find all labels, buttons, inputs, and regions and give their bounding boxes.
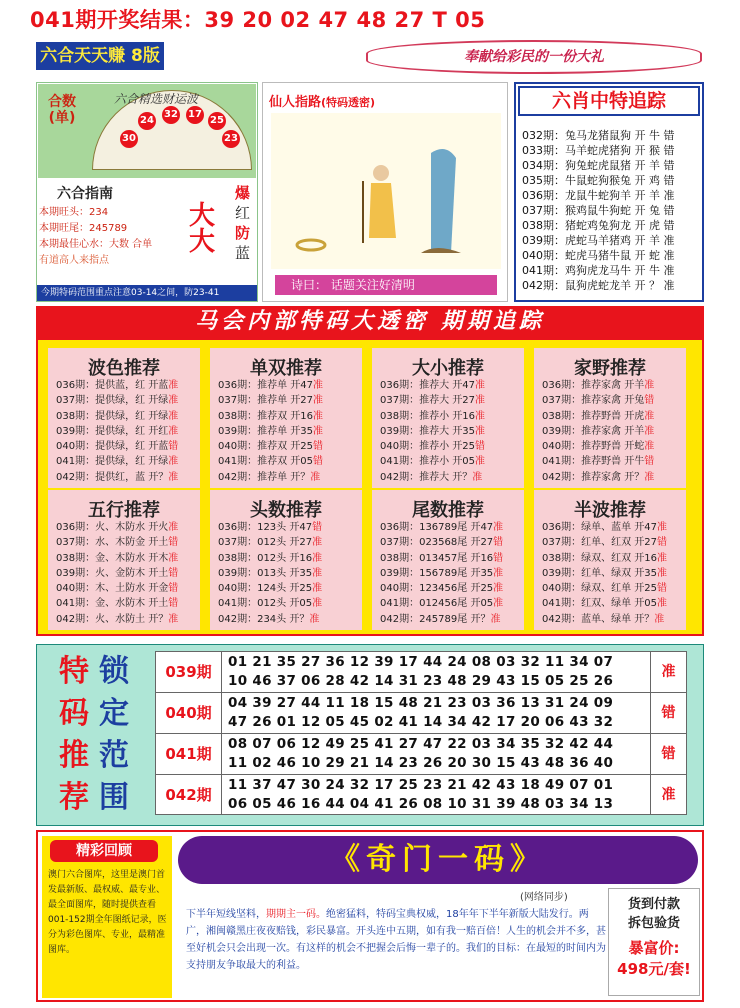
card-line-text: 040期：123456尾 开25 [380,583,494,595]
card-line-text: 039期：红单、绿双 开35 [542,567,657,579]
mid-panel [262,82,508,302]
six-zodiac-title: 六肖中特追踪 [518,86,700,116]
mid-title-small: (特码透密) [321,96,376,109]
row-period: 039期 [156,652,222,692]
card-title: 家野推荐 [574,358,646,379]
card-line-text: 036期：推荐单 开47 [218,380,313,391]
row-line: 04 39 27 44 11 18 15 48 21 23 03 36 13 31 24 09 [228,695,614,711]
card-line-text: 042期：蓝单、绿单 开？ [542,613,655,625]
card-line [372,612,524,627]
top-banner [0,0,740,34]
card-line-result: 准 [644,471,655,483]
recommend-card [48,490,200,630]
card-line [48,566,200,581]
card-title: 大小推荐 [412,358,484,379]
row-numbers [228,735,648,773]
big-char: 大 [189,227,216,257]
table-row [155,733,687,774]
row-numbers [228,653,648,691]
card-line [372,551,524,566]
card-line-text: 038期：推荐野兽 开虎 [542,410,645,422]
card-line [534,581,686,596]
card-line [210,454,362,469]
vert-char: 围 [99,780,129,815]
card-line-text: 042期：推荐家禽 开？ [542,471,645,483]
card-line [534,470,686,485]
list-item: 042期：鼠狗虎蛇龙羊 开 ？ 准 [522,279,675,292]
card-line-result: 准 [313,395,323,407]
table-row [155,774,687,815]
list-item: 041期：鸡狗虎龙马牛 开 牛 准 [522,264,675,277]
card-line-result: 错 [657,583,667,595]
card-line-text: 038期：绿双、红双 开16 [542,552,657,564]
card-line-result: 准 [644,441,655,453]
card-line-result: 错 [644,395,655,407]
card-line-result: 准 [475,410,485,422]
card-line-result: 准 [168,613,179,625]
row-period: 040期 [156,693,222,733]
card-line-text: 040期：木、土防水 开金 [56,583,169,595]
card-line [372,454,524,469]
card-line [48,439,200,454]
card-line-result: 准 [493,583,504,595]
card-line [534,393,686,408]
card-line [372,596,524,611]
card-line [372,378,524,393]
card-line-result: 准 [309,613,320,625]
big-char: 大 [189,201,216,231]
card-line [534,566,686,581]
card-line [48,581,200,596]
card-line-text: 042期：推荐单 开？ [218,471,311,483]
card-line-result: 错 [168,598,179,610]
card-line-text: 036期：绿单、蓝单 开47 [542,522,657,533]
side-word: 红 [235,204,251,222]
card-line-text: 038期：013457尾 开16 [380,552,494,564]
card-line [210,470,362,485]
recommend-card [48,348,200,488]
row-result: 错 [650,693,686,733]
row-line: 47 26 01 12 05 45 02 41 14 34 42 17 20 06 43 32 [228,714,614,730]
card-line-text: 038期：推荐小 开16 [380,410,475,422]
recommend-card [210,490,362,630]
card-line [210,596,362,611]
row-line: 11 02 46 10 29 21 14 23 26 20 30 15 43 48 36 40 [228,755,614,771]
card-line [210,581,362,596]
card-line-text: 039期：推荐单 开35 [218,425,313,437]
card-line [210,378,362,393]
card-line-result: 准 [312,567,323,579]
recommend-card [534,490,686,630]
row-period: 042期 [156,775,222,815]
row-period: 041期 [156,734,222,774]
card-line-result: 准 [493,522,504,533]
card-line-text: 041期：推荐野兽 开牛 [542,456,645,468]
guide-lines [39,205,152,269]
card-line-text: 036期：123头 开47 [218,522,313,533]
card-line-result: 准 [312,537,323,549]
card-line-text: 036期：推荐大 开47 [380,380,475,391]
card-line-text: 039期：火、金防木 开土 [56,567,169,579]
motto: 奉献给彩民的一份大礼 [366,40,702,74]
card-line-text: 040期：推荐双 开25 [218,441,313,453]
fan-title: 六合精选财运波 [114,92,199,106]
card-line [534,424,686,439]
card-line [210,520,362,535]
card-line-text: 037期：023568尾 开27 [380,537,494,549]
card-line-text: 040期：124头 开25 [218,583,313,595]
card-line-result: 准 [657,552,667,564]
card-line-result: 错 [657,537,667,549]
list-item: 038期：猪蛇鸡兔狗龙 开 虎 错 [522,219,675,232]
card-line [534,409,686,424]
pay-cod: 货到付款 [627,897,680,912]
guide-title: 六合指南 [57,186,113,202]
card-line [372,409,524,424]
range-note: 今期特码范围重点注意03-14之间，防23-41 [37,285,257,301]
list-item: 036期：龙鼠牛蛇狗羊 开 羊 准 [522,189,675,202]
card-line [48,409,200,424]
card-line-text: 041期：推荐小 开05 [380,456,475,468]
card-line-result: 准 [644,425,655,437]
red-banner: 马会内部特码大透密 期期追踪 [36,306,704,338]
vert-char: 定 [99,696,129,731]
card-line-result: 准 [475,395,485,407]
card-line-text: 038期：金、木防水 开木 [56,552,169,564]
guide-sub-line: 有道高人来指点 [39,255,109,266]
card-line [372,424,524,439]
list-item: 033期：马羊蛇虎猪狗 开 猴 错 [522,144,675,157]
card-line [48,551,200,566]
row-result: 错 [650,734,686,774]
card-line-result: 准 [168,552,179,564]
card-line-result: 准 [475,456,485,468]
card-line-result: 准 [657,522,667,533]
card-line-result: 准 [657,598,667,610]
card-line-text: 037期：012头 开27 [218,537,313,549]
card-line [534,454,686,469]
card-line [210,551,362,566]
review-box [42,836,172,998]
card-line [48,535,200,550]
card-line-result: 准 [310,471,321,483]
promo-c: 绝密猛料，特码宝典权威，18年年下半年新版大陆发行。两广，湘闽赣黑庄夜夜赔钱，彩民暴富。开头连中五期，如有我一赔百倍！人生的机会并不多，甚至好机会只会出现一次。有这样的机会不把握会后悔一辈子的。我们的目标：在最短的时间内为支持朋友争取最大的利益。 [186,909,606,971]
card-line-result: 准 [168,471,179,483]
side-word: 蓝 [235,244,251,262]
card-title: 头数推荐 [250,500,322,521]
card-line [534,378,686,393]
card-line-text: 038期：推荐双 开16 [218,410,313,422]
card-line-text: 040期：推荐小 开25 [380,441,475,453]
price-value: 498元/套! [617,960,691,978]
card-line-text: 042期：火、水防土 开？ [56,613,169,625]
sage-figure-icon [271,113,501,269]
card-line-result: 错 [644,456,655,468]
card-line-result: 准 [475,425,485,437]
card-line-result: 错 [168,441,179,453]
card-line-text: 037期：水、木防金 开土 [56,537,169,549]
card-line-text: 042期：推荐大 开？ [380,471,473,483]
card-line [48,470,200,485]
recommend-card [210,348,362,488]
card-line [372,470,524,485]
list-item: 039期：虎蛇马羊猪鸡 开 羊 准 [522,234,675,247]
fan-ball: 17 [186,106,204,124]
card-line-text: 041期：提供绿，红 开绿 [56,456,169,468]
card-title: 波色推荐 [88,358,160,379]
card-line [210,393,362,408]
card-line-text: 040期：推荐野兽 开蛇 [542,441,645,453]
card-line-text: 039期：156789尾 开35 [380,567,494,579]
card-line-text: 042期：提供红，蓝 开？ [56,471,169,483]
card-line [48,454,200,469]
card-line [534,535,686,550]
card-line-result: 准 [168,395,179,407]
card-line-result: 准 [313,425,323,437]
card-line-text: 037期：推荐家禽 开兔 [542,395,645,407]
left-panel [36,82,258,302]
card-line-result: 准 [312,583,323,595]
card-line-result: 准 [168,425,179,437]
fan-area [38,84,256,178]
card-line-result: 准 [475,380,485,391]
promo-a: 下半年短线坚料， [186,909,266,920]
card-title: 单双推荐 [250,358,322,379]
price-label: 暴富价: [628,939,680,957]
side-word: 爆 [235,184,251,202]
card-line-result: 准 [312,552,323,564]
card-line-result: 准 [168,522,179,533]
row-result: 准 [650,775,686,815]
card-line-text: 038期：012头 开16 [218,552,313,564]
table-row [155,692,687,733]
card-line-result: 准 [657,567,667,579]
version-label: 六合天天赚 8版 [36,42,164,70]
vert-char: 特 [59,654,89,689]
card-line-result: 错 [475,441,485,453]
list-item: 037期：猴鸡鼠牛狗蛇 开 兔 错 [522,204,675,217]
card-line [534,596,686,611]
card-line-result: 错 [493,537,504,549]
net-sync: (网络同步) [520,892,568,903]
lock-left-chars [59,651,89,819]
card-line [210,566,362,581]
card-line-result: 错 [168,537,179,549]
guide-line: 本期旺头：234 [39,207,109,218]
card-line-text: 039期：013头 开35 [218,567,313,579]
card-line-result: 准 [168,410,179,422]
card-line-text: 041期：012456尾 开05 [380,598,494,610]
promo-text [186,906,606,974]
version-bar [36,38,704,72]
card-line [48,378,200,393]
fan-ball: 23 [222,130,240,148]
card-line-text: 039期：推荐家禽 开羊 [542,425,645,437]
vert-char: 荐 [59,780,89,815]
card-line-text: 041期：红双、绿单 开05 [542,598,657,610]
card-line-text: 037期：红单、红双 开27 [542,537,657,549]
card-line [210,535,362,550]
list-item: 035期：牛鼠蛇狗猴兔 开 鸡 错 [522,174,675,187]
card-line-result: 准 [493,567,504,579]
card-line [210,409,362,424]
card-title: 半波推荐 [574,500,646,521]
card-line-text: 036期：提供蓝，红 开蓝 [56,380,169,391]
card-line-text: 039期：推荐大 开35 [380,425,475,437]
card-line [210,439,362,454]
list-item: 034期：狗兔蛇虎鼠猪 开 羊 错 [522,159,675,172]
row-line: 10 46 37 06 28 42 14 31 23 48 29 43 15 05 25 26 [228,673,614,689]
card-line-text: 041期：金、水防木 开土 [56,598,169,610]
guide-line: 本期最佳心水：大数 合单 [39,239,153,250]
card-line-result: 准 [168,380,179,391]
card-line [48,520,200,535]
row-result: 准 [650,652,686,692]
card-line [372,439,524,454]
card-line [48,424,200,439]
card-line-text: 037期：提供绿，红 开绿 [56,395,169,407]
row-line: 01 21 35 27 36 12 39 17 44 24 08 03 32 11 34 07 [228,654,614,670]
card-line-result: 错 [312,522,323,533]
bottom-panel [36,830,704,1002]
card-line-result: 错 [313,456,323,468]
card-line [534,551,686,566]
vert-char: 锁 [99,654,129,689]
fan-ball: 30 [120,130,138,148]
promo-b: 期期主一码。 [266,909,326,920]
card-line [372,520,524,535]
card-line-result: 准 [490,613,501,625]
qimen-banner: 《奇门一码》 [178,836,698,884]
review-text: 澳门六合图库，这里是澳门首发最新版、最权威、最专业、最全面图库，随时提供查看001-152期全年图纸记录，医分为彩色图库、专业，最精准图库。 [48,870,167,955]
table-row [155,651,687,692]
sage-illustration [271,113,501,269]
card-line-result: 准 [313,380,323,391]
row-line: 08 07 06 12 49 25 41 27 47 22 03 34 35 32 42 44 [228,736,614,752]
row-line: 06 05 46 16 44 04 41 26 08 10 31 39 48 03 34 13 [228,796,614,812]
row-numbers [228,694,648,732]
card-line [372,581,524,596]
card-line-result: 准 [313,410,323,422]
card-line-text: 041期：推荐双 开05 [218,456,313,468]
card-line-text: 039期：提供绿，红 开红 [56,425,169,437]
card-line-result: 错 [313,441,323,453]
card-line [210,424,362,439]
card-line-result: 错 [168,583,179,595]
card-line [210,612,362,627]
lock-range-area [36,644,704,826]
guide-line: 本期旺尾：245789 [39,223,128,234]
recommend-grid [36,338,704,636]
pay-box [608,888,700,996]
poem-line: 诗曰： 话题关注好清明 [275,275,497,295]
card-line-text: 037期：推荐大 开27 [380,395,475,407]
mid-title-main: 仙人指路 [269,95,322,110]
card-line-text: 038期：提供绿，红 开绿 [56,410,169,422]
card-line-text: 042期：245789尾 开？ [380,613,491,625]
card-line [48,612,200,627]
row-numbers [228,776,648,814]
card-line [48,393,200,408]
fan-side-label: 合数(单) [48,94,76,126]
card-line [534,520,686,535]
lock-number-table [155,651,687,815]
card-line [48,596,200,611]
card-line [534,439,686,454]
card-line-result: 准 [644,410,655,422]
card-line-text: 037期：推荐单 开27 [218,395,313,407]
fan-ball: 24 [138,112,156,130]
card-line-result: 准 [654,613,665,625]
card-line [372,535,524,550]
vert-char: 码 [59,696,89,731]
row-line: 11 37 47 30 24 32 17 25 23 21 42 43 18 49 07 01 [228,777,614,793]
card-line [372,393,524,408]
card-line-text: 040期：绿双、红单 开25 [542,583,657,595]
card-line-result: 准 [493,598,504,610]
six-zodiac-list [522,128,675,293]
card-line-result: 准 [168,456,179,468]
card-line-text: 042期：234头 开？ [218,613,310,625]
recommend-card [534,348,686,488]
card-line-result: 错 [168,567,179,579]
list-item: 040期：蛇虎马猪牛鼠 开 蛇 准 [522,249,675,262]
lock-right-chars [99,651,129,819]
vert-char: 推 [59,738,89,773]
card-title: 尾数推荐 [412,500,484,521]
card-line [534,612,686,627]
card-line-text: 040期：提供绿，红 开蓝 [56,441,169,453]
card-title: 五行推荐 [88,500,160,521]
side-word: 防 [235,224,251,242]
card-line-result: 准 [472,471,483,483]
right-panel [514,82,704,302]
card-line-result: 错 [493,552,504,564]
big-chars [189,203,215,255]
recommend-card [372,490,524,630]
card-line-text: 036期：火、木防水 开火 [56,522,169,533]
card-line-result: 准 [644,380,655,391]
side-words [235,183,250,263]
draw-result: 041期开奖结果：39 20 02 47 48 27 T 05 [30,8,486,32]
mid-title [269,91,375,110]
card-line [372,566,524,581]
card-line-result: 准 [312,598,323,610]
review-title: 精彩回顾 [50,840,158,862]
list-item: 032期：兔马龙猪鼠狗 开 牛 错 [522,129,675,142]
fan-ball: 32 [162,106,180,124]
card-line-text: 036期：136789尾 开47 [380,522,494,533]
recommend-card [372,348,524,488]
pay-inspect: 拆包验货 [627,916,680,931]
card-line-text: 036期：推荐家禽 开羊 [542,380,645,391]
fan-ball: 25 [208,112,226,130]
card-line-text: 041期：012头 开05 [218,598,313,610]
vert-char: 范 [99,738,129,773]
